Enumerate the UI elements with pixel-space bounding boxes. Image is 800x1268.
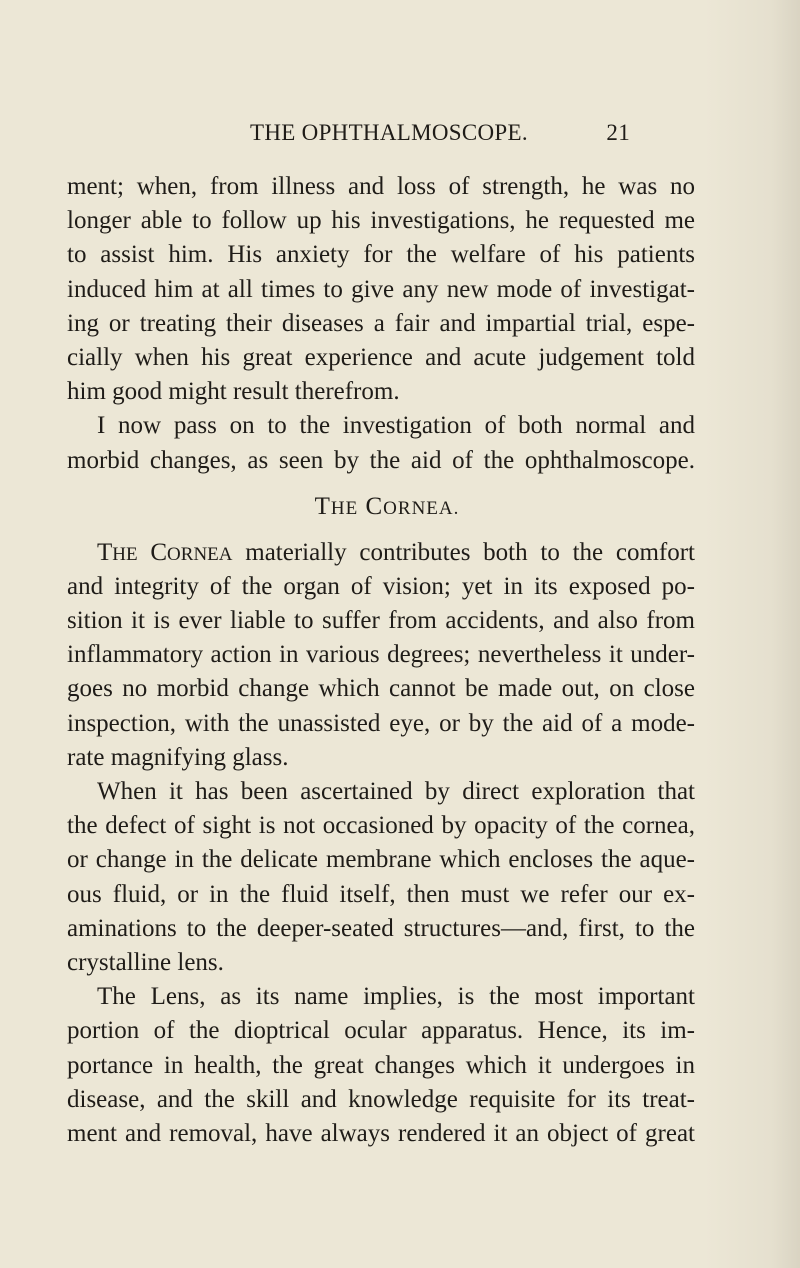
text-line: The Lens, as its name implies, is the most important xyxy=(97,983,695,1011)
section-heading: THE CORNEA. xyxy=(314,492,460,520)
text-line: longer able to follow up his investigations, he requested me xyxy=(67,207,695,235)
text-line: to assist him. His anxiety for the welfare of his patients xyxy=(67,241,695,269)
text-line: inspection, with the unassisted eye, or by the aid of a mode- xyxy=(67,709,695,737)
text-line: induced him at all times to give any new mode of investigat- xyxy=(67,275,695,303)
text-line: ment; when, from illness and loss of strength, he was no xyxy=(67,173,695,200)
text-line: THE CORNEA materially contributes both to the comfort xyxy=(97,538,695,566)
text-line: portance in health, the great changes which it undergoes in xyxy=(67,1051,695,1079)
text-line: ing or treating their diseases a fair and impartial trial, espe- xyxy=(67,309,695,337)
running-title: THE OPHTHALMOSCOPE. xyxy=(250,120,528,145)
text-line: or change in the delicate membrane which encloses the aque- xyxy=(67,846,695,874)
page-header xyxy=(250,120,630,150)
body-text xyxy=(67,170,695,1151)
text-line: ment and removal, have always rendered it an object of great xyxy=(67,1119,695,1147)
text-line: rate magnifying glass. xyxy=(67,743,289,771)
text-line: I now pass on to the investigation of both normal and xyxy=(97,412,695,440)
text-line: ous fluid, or in the fluid itself, then must we refer our ex- xyxy=(67,880,695,908)
text-line: portion of the dioptrical ocular apparatus. Hence, its im- xyxy=(67,1017,695,1045)
text-line: the defect of sight is not occasioned by opacity of the cornea, xyxy=(67,812,695,840)
text-line: him good might result therefrom. xyxy=(67,378,400,406)
text-line: aminations to the deeper-seated structures—and, first, to the xyxy=(67,914,695,942)
text-line: sition it is ever liable to suffer from accidents, and also from xyxy=(67,607,695,635)
text-line: inflammatory action in various degrees; nevertheless it under- xyxy=(67,641,695,669)
text-line: and integrity of the organ of vision; yet in its exposed po- xyxy=(67,572,695,600)
text-line: When it has been ascertained by direct exploration that xyxy=(97,778,695,805)
text-line: disease, and the skill and knowledge requisite for its treat- xyxy=(67,1085,695,1113)
page-gutter-shadow xyxy=(704,0,800,1268)
text-line: cially when his great experience and acute judgement told xyxy=(67,343,695,371)
text-line: goes no morbid change which cannot be made out, on close xyxy=(67,675,695,703)
page-number: 21 xyxy=(606,120,630,145)
text-line: morbid changes, as seen by the aid of the ophthalmoscope. xyxy=(67,446,695,474)
text-line: crystalline lens. xyxy=(67,948,224,976)
